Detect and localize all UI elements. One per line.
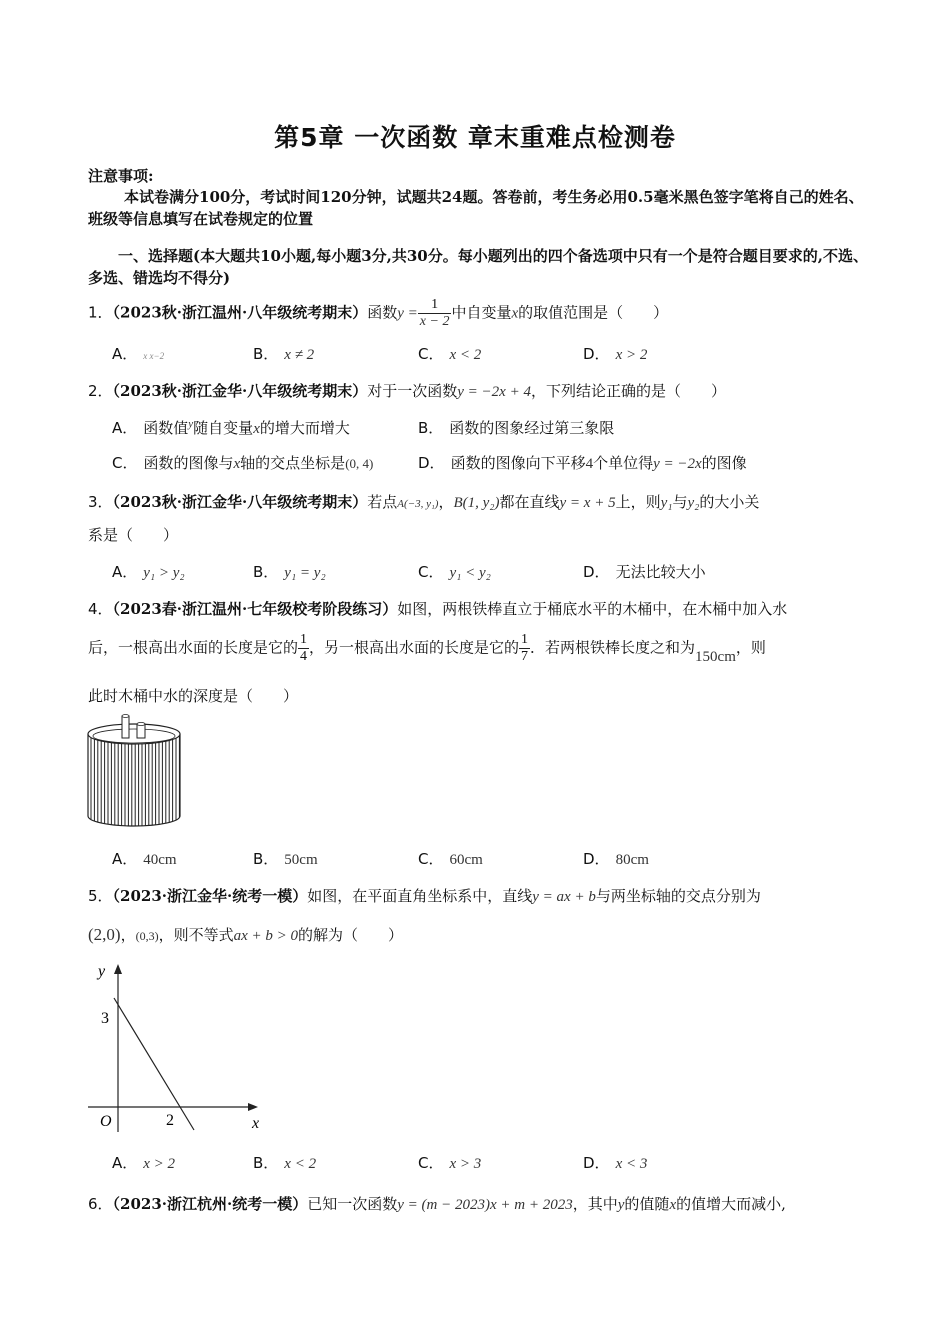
math-var: y (617, 1197, 625, 1213)
question-text: 上，则 (615, 493, 661, 511)
question-text: 对于一次函数 (367, 382, 458, 400)
option-text: 随自变量 (193, 419, 254, 437)
question-text: 与 (672, 493, 688, 511)
option-text: x > 2 (615, 347, 648, 363)
question-text: 的取值范围是（ ） (518, 303, 669, 322)
question-text: 若点 (367, 493, 398, 511)
option-d[interactable] (583, 848, 649, 869)
question-text: ，其中 (572, 1195, 618, 1213)
notes-body: 本试卷满分100分，考试时间120分钟，试题共24题。答卷前，考生务必用0.5毫米黑色签字笔将自己的姓名、班级等信息填写在试卷规定的位置 (88, 188, 864, 228)
option-text: x x−2 (143, 351, 165, 361)
question-text: 的值随 (624, 1195, 670, 1213)
question-text: 的解为（ ） (298, 926, 404, 944)
fraction-numerator: 1 (521, 632, 529, 647)
option-label: A． (112, 1154, 138, 1172)
math-expr: (0,3) (135, 929, 159, 943)
option-text: x ≠ 2 (284, 347, 315, 363)
math-expr: y = (397, 305, 418, 322)
option-label: D． (418, 454, 445, 472)
option-label: B． (253, 345, 279, 363)
option-c[interactable] (418, 1152, 481, 1173)
option-text: 个单位得 (593, 454, 654, 472)
math-var: x (669, 1197, 677, 1213)
question-text: 中自变量 (451, 303, 512, 322)
math-var: y₁ (660, 495, 673, 511)
option-text: x < 2 (284, 1156, 317, 1172)
question-text: 如图，两根铁棒直立于桶底水平的木桶中，在木桶中加入水 (397, 600, 788, 618)
question-source: （2023春·浙江温州·七年级校考阶段练习） (112, 600, 398, 618)
option-label: D． (583, 563, 610, 581)
math-expr: y = (m − 2023)x + m + 2023 (397, 1197, 573, 1213)
option-text: x > 3 (449, 1156, 482, 1172)
option-text: 函数的图像向下平移 (450, 454, 586, 472)
math-expr: y = ax + b (532, 889, 596, 905)
option-text: 函数的图像与 (143, 454, 234, 472)
option-d[interactable] (583, 1152, 647, 1173)
question-text: 的大小关 (699, 493, 760, 511)
fraction (519, 632, 530, 665)
y-axis-label: y (98, 963, 106, 980)
math-var: x (511, 305, 519, 322)
y-tick-label: 3 (101, 1010, 109, 1027)
option-d[interactable] (418, 452, 747, 473)
fraction-numerator: 1 (300, 632, 308, 647)
math-expr: y = −2x (653, 456, 702, 472)
question-text: ， (120, 926, 136, 944)
question-number: 6． (88, 1195, 113, 1213)
option-label: C． (418, 345, 444, 363)
math-var: x (233, 456, 241, 472)
option-text: 函数的图象经过第三象限 (449, 419, 615, 437)
question-1 (88, 297, 668, 330)
question-2 (88, 380, 726, 403)
question-5 (88, 885, 761, 908)
question-number: 4． (88, 600, 113, 618)
question-text: ，另一根高出水面的长度是它的 (309, 638, 520, 657)
x-tick-label: 2 (166, 1112, 174, 1129)
x-axis-label: x (252, 1115, 260, 1132)
question-3 (88, 491, 759, 515)
question-text: 函数 (367, 303, 398, 322)
coordinate-graph (86, 960, 266, 1140)
option-label: B． (253, 850, 279, 868)
question-5-line2 (88, 924, 403, 947)
fraction (418, 297, 452, 330)
question-text: 与两坐标轴的交点分别为 (595, 887, 761, 905)
question-text: ．若两根铁棒长度之和为 (530, 638, 696, 657)
option-text: x < 3 (615, 1156, 648, 1172)
math-var: y (188, 418, 194, 430)
math-var: x (253, 421, 260, 437)
question-source: （2023秋·浙江金华·八年级统考期末） (112, 382, 368, 400)
question-4 (88, 598, 787, 620)
question-text: 都在直线 (499, 493, 560, 511)
option-text: 80cm (615, 852, 649, 868)
option-text: y₁ < y₂ (449, 565, 491, 581)
option-label: D． (583, 850, 610, 868)
option-text: 的增大而增大 (259, 419, 350, 437)
page-title: 第5章 一次函数 章末重难点检测卷 (274, 123, 676, 152)
question-3-cont: 系是（ ） (88, 526, 179, 544)
question-source: （2023秋·浙江温州·八年级统考期末） (112, 303, 368, 322)
math-expr: (0, 4) (345, 456, 374, 471)
option-text: y₁ > y₂ (143, 565, 185, 581)
option-c[interactable] (418, 343, 481, 364)
option-label: C． (418, 563, 444, 581)
option-c[interactable] (418, 561, 491, 582)
option-label: C． (418, 1154, 444, 1172)
question-text: ，则不等式 (158, 926, 234, 944)
option-label: A． (112, 419, 138, 437)
question-source: （2023·浙江金华·统考一模） (112, 887, 308, 905)
question-6 (88, 1193, 786, 1216)
question-text: 如图，在平面直角坐标系中，直线 (307, 887, 533, 905)
fraction (298, 632, 309, 665)
option-text: 无法比较大小 (615, 563, 706, 581)
math-expr: B(1, y₂) (453, 495, 500, 511)
option-label: C． (112, 454, 138, 472)
option-b[interactable] (253, 848, 318, 869)
option-b[interactable] (253, 1152, 316, 1173)
question-text: 后，一根高出水面的长度是它的 (88, 638, 299, 657)
option-a[interactable] (112, 561, 185, 582)
option-text: 50cm (284, 852, 318, 868)
question-number: 3． (88, 493, 113, 511)
option-a[interactable] (112, 343, 164, 364)
option-text: 轴的交点坐标是 (240, 454, 346, 472)
fraction-denominator: 4 (300, 649, 308, 664)
fraction-denominator: 7 (521, 649, 529, 664)
question-text: ， (438, 493, 454, 511)
option-label: D． (583, 1154, 610, 1172)
question-source: （2023·浙江杭州·统考一模） (112, 1195, 308, 1213)
option-label: C． (418, 850, 444, 868)
option-text: x < 2 (449, 347, 482, 363)
option-text: 60cm (449, 852, 483, 868)
math-expr: 150cm (695, 648, 736, 665)
barrel-figure (84, 712, 184, 834)
question-number: 1． (88, 303, 113, 322)
option-label: A． (112, 850, 138, 868)
option-c[interactable] (418, 848, 483, 869)
option-label: B． (253, 563, 279, 581)
math-num: 4 (585, 456, 594, 472)
fraction-denominator: x − 2 (419, 314, 450, 329)
fraction-numerator: 1 (418, 297, 452, 314)
option-label: A． (112, 563, 138, 581)
option-b[interactable] (418, 417, 614, 438)
option-text: 的图像 (701, 454, 747, 472)
section-heading: 一、选择题(本大题共10小题,每小题3分,共30分。每小题列出的四个备选项中只有一个是符合题目要求的,不选、多选、错选均不得分) (88, 247, 868, 287)
option-text: 函数值 (143, 419, 189, 437)
question-text: 已知一次函数 (307, 1195, 398, 1213)
option-a[interactable] (112, 417, 350, 438)
notes-heading: 注意事项: (88, 167, 154, 185)
question-number: 2． (88, 382, 113, 400)
question-number: 5． (88, 887, 113, 905)
math-expr: y = −2x + 4 (457, 384, 531, 400)
question-4-line3: 此时木桶中水的深度是（ ） (88, 687, 299, 705)
question-4-line2 (88, 632, 766, 665)
option-text: y₁ = y₂ (284, 565, 326, 581)
question-text: ，下列结论正确的是（ ） (530, 382, 726, 400)
option-d[interactable] (583, 561, 706, 582)
math-expr: ax + b > 0 (233, 928, 299, 944)
origin-label: O (100, 1113, 112, 1130)
math-var: y₂ (687, 495, 700, 511)
question-text: 的值增大而减小, (676, 1195, 786, 1213)
math-expr: y = x + 5 (559, 495, 616, 511)
option-a[interactable] (112, 1152, 175, 1173)
option-label: D． (583, 345, 610, 363)
option-a[interactable] (112, 848, 177, 869)
option-c[interactable] (112, 452, 373, 473)
question-text: ，则 (735, 638, 766, 657)
question-source: （2023秋·浙江金华·八年级统考期末） (112, 493, 368, 511)
option-label: B． (418, 419, 444, 437)
option-text: x > 2 (143, 1156, 176, 1172)
option-label: B． (253, 1154, 279, 1172)
option-b[interactable] (253, 561, 326, 582)
math-expr: (2,0) (88, 925, 121, 944)
option-d[interactable] (583, 343, 647, 364)
option-text: 40cm (143, 852, 177, 868)
option-label: A． (112, 345, 138, 363)
math-expr: A(−3, y₁) (397, 498, 439, 510)
option-b[interactable] (253, 343, 314, 364)
